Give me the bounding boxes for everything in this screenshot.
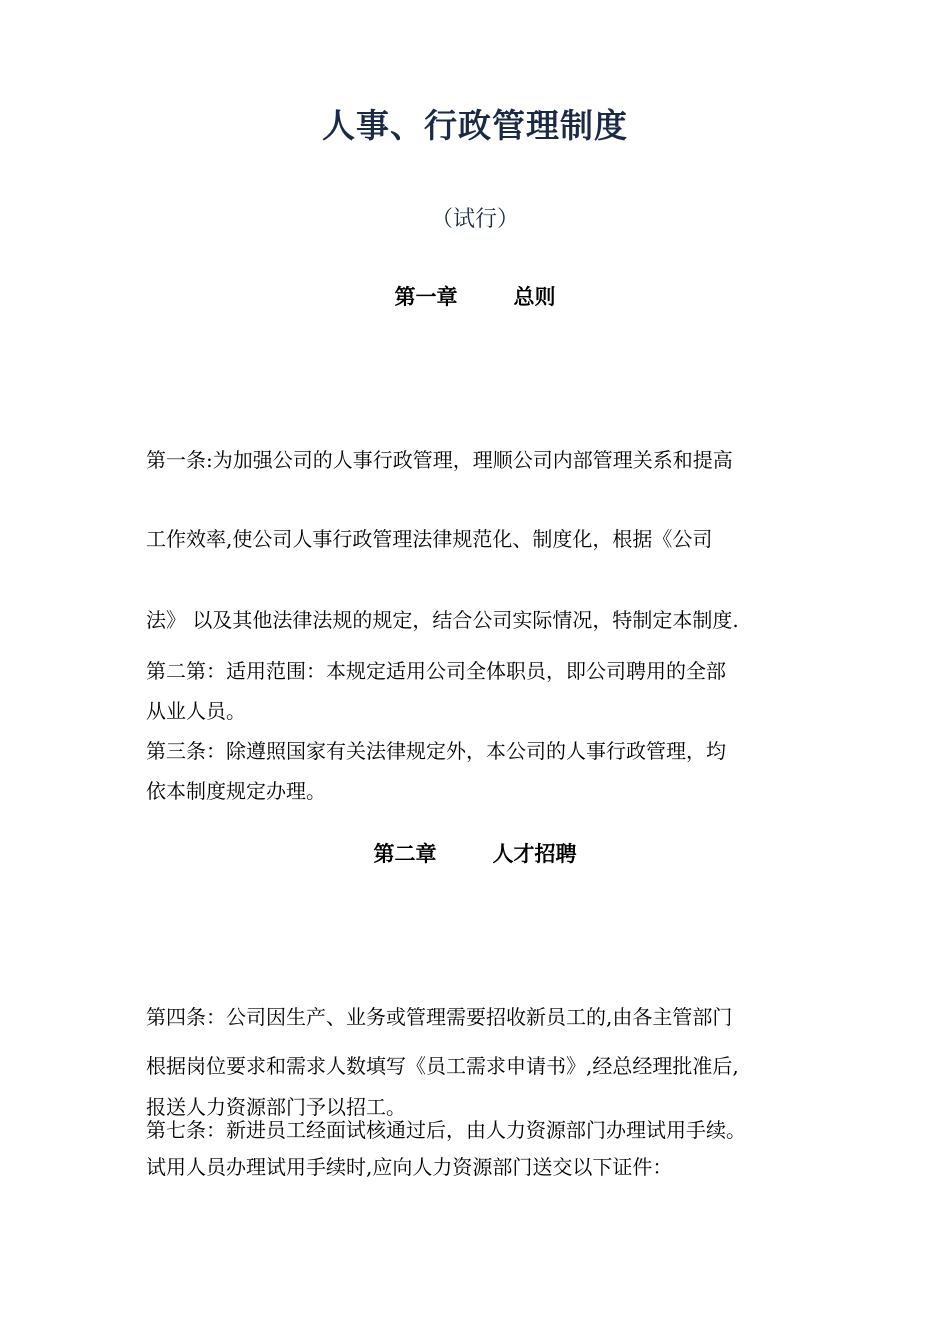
paragraph-line: 依本制度规定办理。	[146, 779, 326, 803]
paragraph-line: 报送人力资源部门予以招工。	[146, 1095, 406, 1119]
document-subtitle: （试行）	[430, 207, 519, 232]
chapter-number: 第一章	[394, 285, 458, 309]
chapter-name: 人才招聘	[492, 842, 577, 866]
paragraph-line: 工作效率,使公司人事行政管理法律规范化、制度化，根据《公司	[146, 527, 713, 551]
chapter-heading-2	[0, 838, 950, 868]
chapter-name: 总则	[513, 285, 556, 309]
paragraph-line: 第一条:为加强公司的人事行政管理，理顺公司内部管理关系和提高	[146, 448, 733, 472]
document-title: 人事、行政管理制度	[322, 106, 628, 145]
paragraph-line: 第四条：公司因生产、业务或管理需要招收新员工的,由各主管部门	[146, 1005, 733, 1029]
paragraph-line: 根据岗位要求和需求人数填写《员工需求申请书》,经总经理批准后,	[146, 1054, 739, 1078]
chapter-number: 第二章	[373, 842, 437, 866]
chapter-heading-1	[0, 281, 950, 311]
paragraph-line: 试用人员办理试用手续时,应向人力资源部门送交以下证件：	[146, 1155, 673, 1179]
paragraph-line: 第三条：除遵照国家有关法律规定外，本公司的人事行政管理，均	[146, 739, 726, 763]
paragraph-line: 从业人员。	[146, 699, 246, 723]
paragraph-line: 第二第：适用范围：本规定适用公司全体职员，即公司聘用的全部	[146, 659, 726, 683]
paragraph-line: 法》 以及其他法律法规的规定，结合公司实际情况，特制定本制度.	[146, 608, 739, 632]
paragraph-line: 第七条：新进员工经面试核通过后，由人力资源部门办理试用手续。	[146, 1118, 746, 1142]
